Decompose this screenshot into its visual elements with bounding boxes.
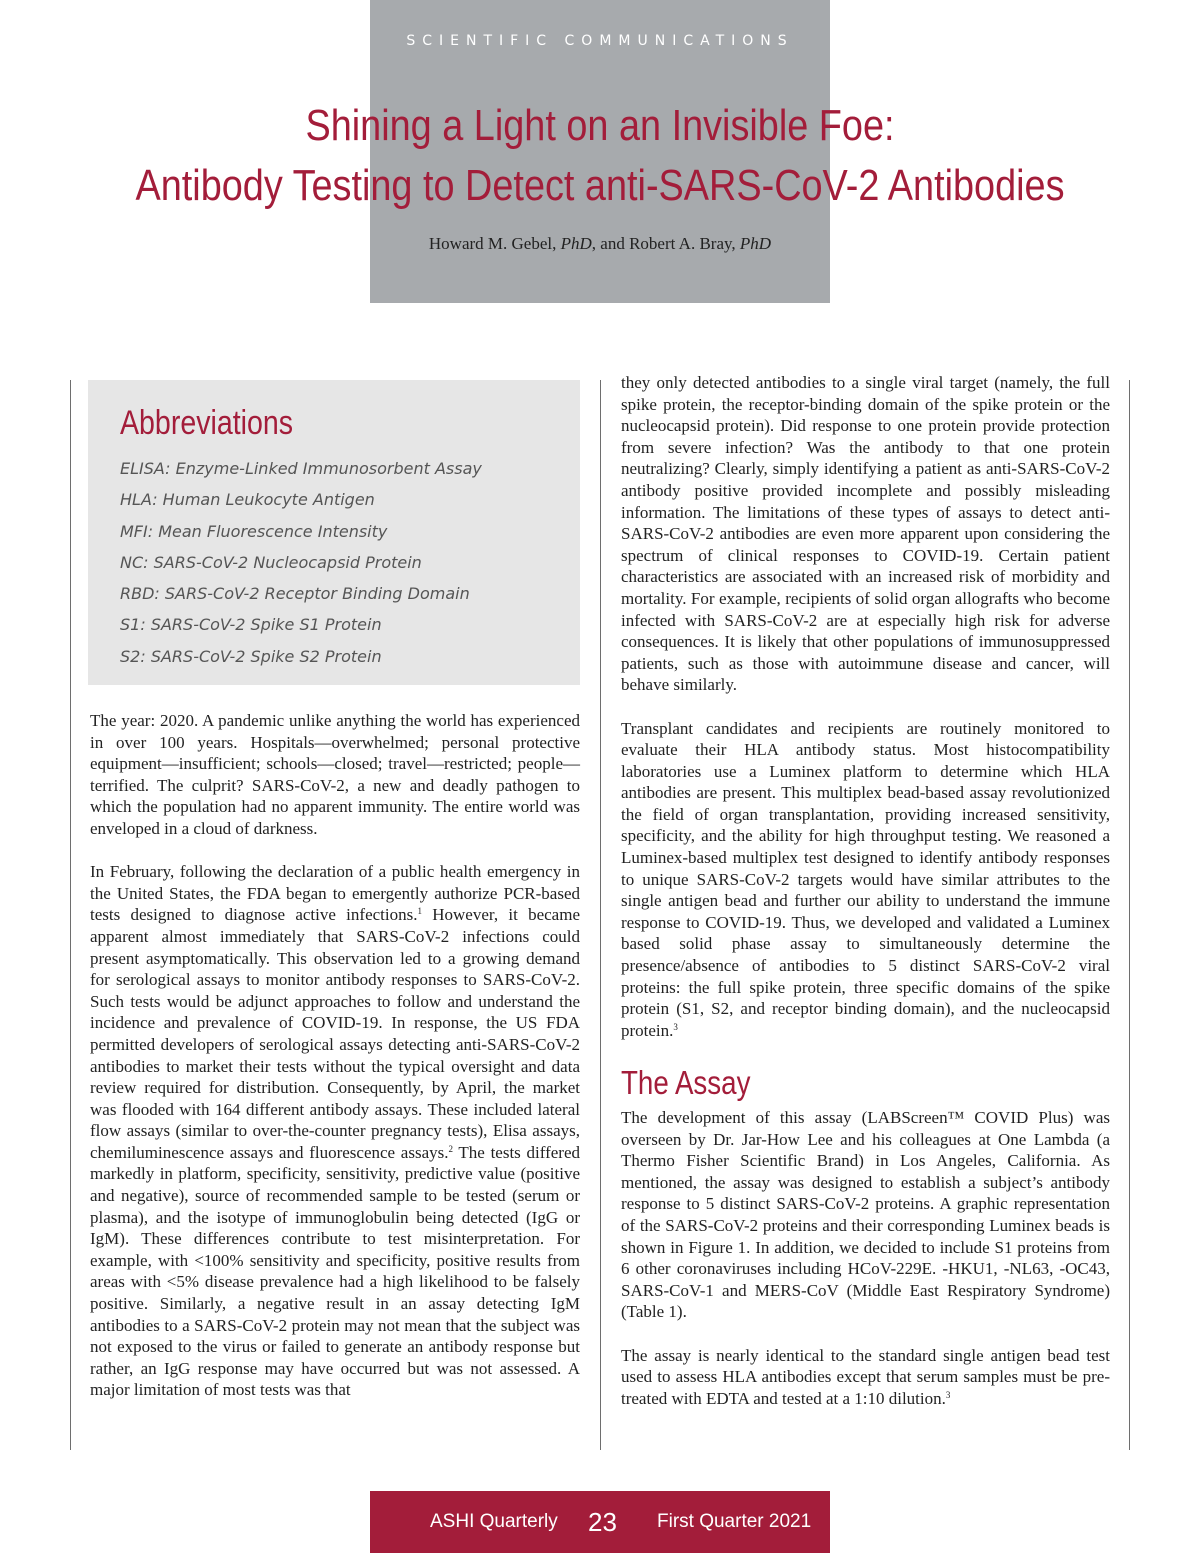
reference-marker: 3	[945, 1389, 951, 1400]
author-joiner: , and Robert A. Bray,	[591, 234, 740, 253]
paragraph-february	[90, 861, 580, 1401]
page-number: 23	[588, 1507, 617, 1537]
right-column	[621, 372, 1110, 1409]
right-column-rule	[1129, 380, 1130, 1450]
abbreviation-item: S2: SARS-CoV-2 Spike S2 Protein	[120, 646, 382, 666]
author-byline	[0, 234, 1200, 254]
paragraph-text: In February, following the declaration of a public health emergency in the United States, the FDA began to emergently authorize PCR-based tests designed to diagnose active infections.	[90, 862, 580, 925]
center-column-rule	[600, 380, 601, 1450]
paragraph-intro: The year: 2020. A pandemic unlike anything the world has experienced in over 100 years. Hospitals—overwhelmed; personal protective equipment—insufficient; schools—closed; travel—restricted; people—terrified. The culprit? SARS-CoV-2, a new and deadly pathogen to which the population had no apparent immunity. The entire world was enveloped in a cloud of darkness.	[90, 711, 580, 838]
abbreviation-item: HLA: Human Leukocyte Antigen	[120, 490, 375, 510]
abbreviation-item: MFI: Mean Fluorescence Intensity	[120, 521, 388, 541]
author-1-name: Howard M. Gebel,	[428, 234, 561, 253]
paragraph-text: Transplant candidates and recipients are routinely monitored to evaluate their HLA antibody status. Most histocompatibility laboratories use a Luminex platform to determine which HLA antibodies are present. This multiplex bead-based assay revolutionized the field of organ transplantation, providing increased sensitivity, specificity, and the ability for high throughput testing. We reasoned a Luminex-based multiplex test designed to identify antibody responses to unique SARS-CoV-2 targets would have similar attributes to the single antigen bead and further our ability to understand the immune response to COVID-19. Thus, we developed and validated a Luminex based solid phase assay to simultaneously determine the presence/absence of antibodies to 5 distinct SARS-CoV-2 viral proteins: the full spike protein, three specific domains of the spike protein (S1, S2, and receptor binding domain), and the nucleocapsid protein.	[621, 718, 1110, 1040]
issue-label: First Quarter 2021	[657, 1511, 812, 1532]
abbreviations-box	[88, 380, 580, 685]
abbreviation-item: ELISA: Enzyme-Linked Immunosorbent Assay	[120, 459, 482, 478]
paragraph-transplant	[621, 718, 1110, 1042]
paragraph-text: The assay is nearly identical to the standard single antigen bead test used to assess HLA antibodies except that serum samples must be pre-treated with EDTA and tested at a 1:10 dilution.	[621, 1345, 1110, 1408]
paragraph-text: The tests differed markedly in platform, specificity, sensitivity, predictive value (positive and negative), source of recommended sample to be tested (serum or plasma), and the isotype of immunoglobulin being detected (IgG or IgM). These differences contribute to test misinterpretation. For example, with <100% sensitivity and specificity, positive results from areas with <5% disease prevalence had a high likelihood to be falsely positive. Similarly, a negative result in an assay detecting IgM antibodies to a SARS-CoV-2 protein may not mean that the subject was not exposed to the virus or failed to generate an antibody response but rather, an IgG response may have occurred but was not assessed. A major limitation of most tests was that	[90, 1142, 580, 1400]
title-line-1: Shining a Light on an Invisible Foe:	[305, 101, 895, 150]
reference-marker: 2	[448, 1143, 453, 1154]
paragraph-assay-procedure	[621, 1345, 1110, 1410]
left-column-rule	[70, 380, 71, 1450]
reference-marker: 1	[417, 906, 422, 917]
page-footer	[370, 1491, 830, 1553]
abbreviations-heading: Abbreviations	[120, 404, 294, 442]
author-2-degree: PhD	[739, 234, 772, 253]
abbreviation-item: NC: SARS-CoV-2 Nucleocapsid Protein	[120, 552, 422, 572]
paragraph-text: However, it became apparent almost immediately that SARS-CoV-2 infections could present asymptomatically. This observation led to a growing demand for serological assays to monitor antibody responses to SARS-CoV-2. Such tests would be adjunct approaches to follow and understand the incidence and prevalence of COVID-19. In response, the US FDA permitted developers of serological assays detecting anti-SARS-CoV-2 antibodies to market their tests without the typical oversight and data review required for distribution. Consequently, by April, the market was flooded with 164 different antibody assays. These included lateral flow assays (similar to over-the-counter pregnancy tests), Elisa assays, chemiluminescence assays and fluorescence assays.	[90, 905, 580, 1162]
article-title	[84, 96, 1116, 216]
abbreviation-item: S1: SARS-CoV-2 Spike S1 Protein	[120, 615, 382, 635]
abbreviations-list	[120, 453, 482, 672]
author-1-degree: PhD	[560, 234, 592, 253]
paragraph-assay-development: The development of this assay (LABScreen™ COVID Plus) was overseen by Dr. Jar-How Lee and his colleagues at One Lambda (a Thermo Fisher Scientific Brand) in Los Angeles, California. As mentioned, the assay was designed to establish a subject’s antibody response to 5 distinct SARS-CoV-2 proteins. A graphic representation of the SARS-CoV-2 proteins and their corresponding Luminex beads is shown in Figure 1. In addition, we decided to include S1 proteins from 6 other coronaviruses including HCoV-229E. -HKU1, -NL63, -OC43, SARS-CoV-1 and MERS-CoV (Middle East Respiratory Syndrome) (Table 1).	[621, 1108, 1110, 1322]
section-label: SCIENTIFIC COMMUNICATIONS	[406, 33, 794, 49]
section-heading-the-assay: The Assay	[621, 1064, 751, 1101]
left-column	[90, 710, 580, 1401]
reference-marker: 3	[673, 1021, 678, 1032]
paragraph-limitations: they only detected antibodies to a single viral target (namely, the full spike protein, the receptor-binding domain of the spike protein or the nucleocapsid protein). Did response to one protein provide protection from severe infection? Was the antibody to that one protein neutralizing? Clearly, simply identifying a patient as anti-SARS-CoV-2 antibody positive provided incomplete and possibly misleading information. The limitations of these types of assays to detect anti-SARS-CoV-2 antibodies are even more apparent upon considering the spectrum of clinical responses to COVID-19. Certain patient characteristics are associated with an increased risk of morbidity and mortality. For example, recipients of solid organ allografts who become infected with SARS-CoV-2 are at especially high risk for adverse consequences. It is likely that other populations of immunosuppressed patients, such as those with autoimmune disease and cancer, will behave similarly.	[621, 373, 1110, 695]
title-line-2: Antibody Testing to Detect anti-SARS-CoV-2 Antibodies	[135, 161, 1065, 210]
journal-name: ASHI Quarterly	[430, 1511, 558, 1532]
abbreviation-item: RBD: SARS-CoV-2 Receptor Binding Domain	[120, 584, 470, 604]
